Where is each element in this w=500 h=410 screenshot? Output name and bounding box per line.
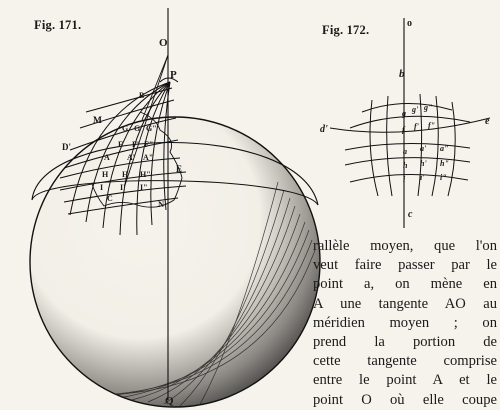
- label-f: f: [402, 125, 405, 134]
- text-line: point a, on mène en: [313, 276, 497, 293]
- label-fpp: f": [428, 121, 436, 130]
- label-I: I: [100, 183, 104, 192]
- label-gp: g': [412, 105, 419, 114]
- label-H: H: [102, 170, 109, 179]
- fig172-drawing: [320, 18, 490, 228]
- text-line: rallèle moyen, que l'on: [313, 238, 497, 254]
- label-Ip: I': [120, 183, 126, 192]
- label-P: P: [170, 69, 177, 81]
- label-h: h: [403, 161, 408, 170]
- label-Q: Q: [165, 395, 174, 407]
- label-G: G: [122, 124, 129, 133]
- label-app: a": [440, 144, 449, 153]
- text-line: point O où elle coupe: [313, 391, 497, 408]
- label-M: M: [93, 116, 102, 126]
- tangent-line-2: [142, 55, 168, 120]
- text-line: méridien moyen ; on: [313, 314, 497, 331]
- label-App: A": [143, 153, 154, 162]
- label-Ipp: I": [140, 183, 148, 192]
- fig171-drawing: [30, 8, 320, 408]
- fig172-parallels: [330, 103, 490, 182]
- label-Gpp: G": [146, 124, 157, 133]
- text-line: cette tangente comprise: [313, 353, 497, 370]
- label-o: o: [407, 18, 412, 29]
- label-ipp: i": [440, 173, 447, 182]
- label-hpp: h": [440, 159, 449, 168]
- label-Fpp: F": [144, 140, 154, 149]
- text-line: A une tangente AO au: [313, 295, 497, 312]
- text-line: entre le point A et le: [313, 372, 497, 389]
- label-C: C: [107, 194, 113, 203]
- label-F: F: [118, 140, 123, 149]
- label-g: g: [402, 109, 406, 118]
- label-N: N: [158, 199, 165, 209]
- label-i: i: [403, 175, 406, 184]
- label-a: a: [403, 147, 407, 156]
- label-E: E: [176, 164, 183, 174]
- label-Gp: G': [134, 124, 143, 133]
- fig172-caption: Fig. 172.: [322, 23, 370, 37]
- label-D: D': [62, 142, 71, 152]
- label-ap: a': [420, 144, 427, 153]
- label-Ap: A': [127, 153, 135, 162]
- label-A: A: [104, 153, 110, 162]
- label-gpp: g": [424, 103, 433, 112]
- fig171-caption: Fig. 171.: [34, 18, 82, 32]
- label-B: B: [139, 91, 145, 100]
- label-Hp: H': [122, 170, 131, 179]
- text-line: veut faire passer par le: [313, 257, 497, 274]
- label-Hpp: H": [140, 170, 151, 179]
- label-e: e: [485, 116, 490, 127]
- text-line: prend la portion de: [313, 334, 497, 351]
- label-hp: h': [420, 159, 427, 168]
- label-ip: i': [420, 173, 425, 182]
- label-d: d': [320, 124, 328, 135]
- label-O: O: [159, 37, 168, 49]
- body-paragraph: [313, 237, 497, 410]
- label-Fp: F': [132, 140, 140, 149]
- label-fp: f': [414, 122, 419, 131]
- label-b: b: [399, 68, 405, 80]
- label-c: c: [408, 209, 413, 220]
